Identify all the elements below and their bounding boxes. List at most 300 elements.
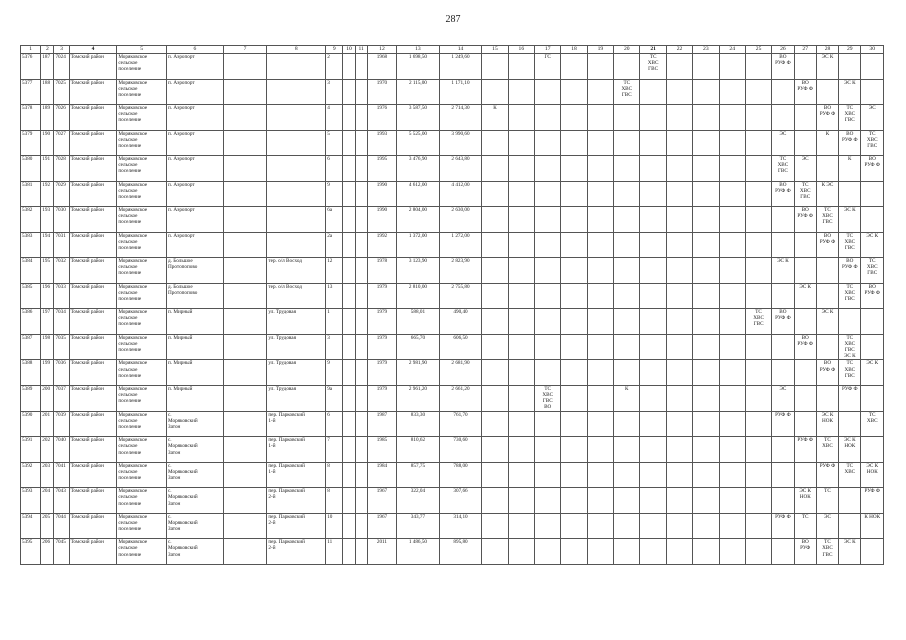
repair-term-cell-col22 (666, 539, 692, 565)
repair-term-cell-col16 (508, 462, 534, 488)
total-area-text: 833,30 (410, 411, 426, 418)
repair-works-text: ГС (544, 54, 551, 60)
index (41, 513, 54, 539)
locality-name (167, 513, 224, 539)
total-area-text: 2 804,00 (408, 207, 427, 213)
repair-term-cell-col17 (535, 385, 561, 411)
district-name-text: Томский район (70, 462, 104, 469)
col11-cell (355, 207, 367, 233)
column-number: 25 (745, 46, 771, 54)
repair-term-cell-col22 (666, 232, 692, 258)
repair-works-text: ЭС К (866, 360, 879, 367)
object-code-text: 7024 (55, 54, 66, 60)
column-number: 7 (223, 46, 267, 54)
col11-cell (355, 283, 367, 309)
district-name-text: Томский район (70, 513, 104, 520)
column-number: 10 (343, 46, 355, 54)
column-number: 29 (839, 46, 861, 54)
column-number: 23 (693, 46, 719, 54)
district-name (69, 156, 117, 182)
repair-term-cell-col30 (861, 258, 884, 284)
total-area-text: 3 587,50 (408, 105, 427, 111)
repair-term-cell-col28 (816, 130, 838, 156)
living-area (439, 232, 482, 258)
repair-works-text: РУФ Ф (864, 488, 880, 495)
table-row (21, 462, 884, 488)
construction-year-text: 1987 (376, 411, 388, 418)
repair-term-cell-col18 (561, 309, 587, 335)
object-code-text: 7028 (55, 156, 66, 162)
repair-term-cell-col22 (666, 309, 692, 335)
repair-term-cell-col20 (614, 79, 640, 105)
living-area (439, 437, 482, 463)
repair-term-cell-col24 (719, 105, 745, 131)
locality-name-text: с. Моряковский Затон (168, 513, 198, 533)
repair-term-cell-col16 (508, 54, 534, 80)
repair-works-text: ЭС К (821, 309, 834, 315)
repair-term-cell-col22 (666, 360, 692, 386)
object-code (54, 130, 69, 156)
repair-term-cell-col22 (666, 283, 692, 309)
object-code (54, 181, 69, 207)
repair-term-cell-col29 (839, 488, 861, 514)
index-text: 193 (42, 207, 51, 213)
repair-term-cell-col16 (508, 334, 534, 360)
repair-term-cell-col29 (839, 539, 861, 565)
house-number-text: 6а (327, 207, 333, 213)
repair-term-cell-col21 (640, 539, 666, 565)
repair-term-cell-col28 (816, 539, 838, 565)
repair-term-cell-col16 (508, 539, 534, 565)
street-name-text: тер. о/л Восход (268, 258, 302, 264)
repair-term-cell-col19 (587, 283, 613, 309)
repair-works-text: ТС ХВС ГВС (844, 232, 856, 251)
locality-name (167, 207, 224, 233)
repair-term-cell-col22 (666, 79, 692, 105)
repair-term-cell-col23 (693, 411, 719, 437)
locality-name-text: п. Аэропорт (168, 105, 195, 111)
repair-term-cell-col30 (861, 156, 884, 182)
living-area-text: 761,70 (453, 411, 468, 418)
repair-term-cell-col17 (535, 513, 561, 539)
street-name-text: пер. Парковский 1-й (268, 437, 305, 450)
locality-name-text: с. Моряковский Затон (168, 488, 198, 507)
settlement-name (117, 437, 167, 463)
locality-name (167, 437, 224, 463)
repair-term-cell-col26 (772, 360, 794, 386)
district-name-text: Томский район (70, 181, 104, 188)
index-text: 201 (42, 411, 51, 418)
repair-term-cell-col28 (816, 462, 838, 488)
locality-name-text: п. Аэропорт (168, 156, 195, 162)
house-number-text: 11 (327, 539, 333, 546)
repair-term-cell-col25 (745, 79, 771, 105)
repair-works-text: ТС ХВС ГВС (822, 207, 833, 226)
locality-name (167, 411, 224, 437)
repair-term-cell-col16 (508, 79, 534, 105)
column-number: 26 (772, 46, 794, 54)
row-number (21, 334, 41, 360)
repair-term-cell-col20 (614, 488, 640, 514)
total-area-text: 5 525,00 (408, 130, 427, 137)
repair-works-text: ЭС (868, 105, 876, 111)
col7-cell (223, 539, 267, 565)
table-row (21, 513, 884, 539)
repair-term-cell-col27 (794, 283, 816, 309)
table-row (21, 360, 884, 386)
living-area (439, 54, 482, 80)
repair-term-cell-col23 (693, 258, 719, 284)
repair-term-cell-col23 (693, 181, 719, 207)
house-number (326, 488, 343, 514)
table-row (21, 411, 884, 437)
repair-term-cell-col15 (482, 207, 508, 233)
repair-term-cell-col21 (640, 232, 666, 258)
index (41, 283, 54, 309)
repair-term-cell-col15 (482, 360, 508, 386)
living-area-text: 490,40 (453, 309, 468, 315)
living-area (439, 79, 482, 105)
repair-term-cell-col25 (745, 309, 771, 335)
row-number (21, 79, 41, 105)
col10-cell (343, 334, 355, 360)
repair-term-cell-col18 (561, 105, 587, 131)
settlement-name-text: Моряковское сельское поселение (118, 462, 148, 482)
repair-works-text: ЭС К (821, 54, 834, 60)
construction-year (367, 130, 396, 156)
column-number: 9 (326, 46, 343, 54)
repair-term-cell-col20 (614, 385, 640, 411)
total-area (397, 258, 440, 284)
repair-term-cell-col24 (719, 130, 745, 156)
table-row (21, 334, 884, 360)
house-number-text: 2а (327, 232, 333, 239)
total-area-text: 4 612,00 (408, 181, 427, 188)
col10-cell (343, 411, 355, 437)
object-code (54, 334, 69, 360)
index (41, 437, 54, 463)
living-area-text: 2 661,20 (451, 385, 470, 392)
settlement-name-text: Моряковское сельское поселение (118, 488, 148, 507)
index-text: 188 (42, 79, 51, 86)
repair-works-text: ВО РУФ Ф (797, 79, 813, 92)
repair-term-cell-col20 (614, 105, 640, 131)
repair-term-cell-col18 (561, 258, 587, 284)
index (41, 488, 54, 514)
repair-term-cell-col29 (839, 156, 861, 182)
construction-year-text: 2011 (376, 539, 388, 546)
living-area (439, 385, 482, 411)
repair-term-cell-col21 (640, 54, 666, 80)
col11-cell (355, 437, 367, 463)
repair-term-cell-col30 (861, 79, 884, 105)
total-area-text: 322,04 (410, 488, 426, 495)
repair-term-cell-col25 (745, 462, 771, 488)
district-name (69, 54, 117, 80)
repair-term-cell-col24 (719, 513, 745, 539)
repair-term-cell-col27 (794, 360, 816, 386)
repair-term-cell-col21 (640, 385, 666, 411)
repair-term-cell-col19 (587, 181, 613, 207)
index-text: 202 (42, 437, 51, 444)
column-number: 27 (794, 46, 816, 54)
construction-year-text: 1967 (376, 488, 388, 495)
repair-term-cell-col18 (561, 411, 587, 437)
house-number (326, 513, 343, 539)
construction-year-text: 1979 (376, 334, 388, 341)
col11-cell (355, 513, 367, 539)
settlement-name-text: Моряковское сельское поселение (118, 130, 148, 149)
repair-term-cell-col15 (482, 437, 508, 463)
repair-term-cell-col23 (693, 385, 719, 411)
total-area (397, 309, 440, 335)
house-number-text: 10 (327, 513, 333, 520)
repair-term-cell-col20 (614, 411, 640, 437)
construction-year (367, 309, 396, 335)
district-name-text: Томский район (70, 360, 104, 367)
repair-term-cell-col29 (839, 385, 861, 411)
index (41, 156, 54, 182)
total-area (397, 488, 440, 514)
repair-term-cell-col26 (772, 462, 794, 488)
repair-term-cell-col23 (693, 309, 719, 335)
column-number: 20 (614, 46, 640, 54)
repair-term-cell-col25 (745, 54, 771, 80)
total-area-text: 2 810,00 (408, 283, 427, 290)
index (41, 462, 54, 488)
street-name (267, 258, 326, 284)
locality-name-text: п. Мирный (168, 309, 193, 315)
object-code (54, 437, 69, 463)
street-name-text: пер. Парковский 2-й (268, 488, 305, 501)
street-name-text: ул. Трудовая (268, 385, 296, 392)
repair-term-cell-col20 (614, 258, 640, 284)
settlement-name-text: Моряковское сельское поселение (118, 156, 148, 175)
repair-term-cell-col19 (587, 207, 613, 233)
district-name-text: Томский район (70, 105, 104, 111)
locality-name-text: п. Аэропорт (168, 130, 195, 137)
repair-term-cell-col26 (772, 488, 794, 514)
col10-cell (343, 385, 355, 411)
repair-term-cell-col16 (508, 309, 534, 335)
repair-term-cell-col22 (666, 258, 692, 284)
district-name-text: Томский район (70, 54, 104, 60)
repair-term-cell-col18 (561, 283, 587, 309)
construction-year-text: 1993 (376, 130, 388, 137)
living-area-text: 2 755,80 (451, 283, 470, 290)
index-text: 195 (42, 258, 51, 264)
table-row (21, 79, 884, 105)
living-area (439, 462, 482, 488)
district-name (69, 513, 117, 539)
house-number-text: 5 (327, 130, 330, 137)
repair-term-cell-col17 (535, 181, 561, 207)
col7-cell (223, 385, 267, 411)
repair-term-cell-col15 (482, 54, 508, 80)
construction-year-text: 1985 (376, 437, 388, 444)
repair-term-cell-col18 (561, 488, 587, 514)
total-area-text: 810,62 (410, 437, 426, 444)
repair-term-cell-col26 (772, 283, 794, 309)
repair-term-cell-col30 (861, 539, 884, 565)
repair-term-cell-col30 (861, 360, 884, 386)
street-name (267, 283, 326, 309)
repair-term-cell-col17 (535, 437, 561, 463)
repair-works-text: ВО РУФ Ф (864, 283, 880, 296)
repair-term-cell-col27 (794, 54, 816, 80)
repair-term-cell-col23 (693, 156, 719, 182)
street-name (267, 334, 326, 360)
settlement-name-text: Моряковское сельское поселение (118, 309, 148, 328)
district-name (69, 437, 117, 463)
locality-name (167, 462, 224, 488)
repair-term-cell-col28 (816, 232, 838, 258)
repair-term-cell-col19 (587, 79, 613, 105)
row-number-text: 5392 (22, 462, 33, 469)
object-code (54, 156, 69, 182)
repair-term-cell-col21 (640, 437, 666, 463)
repair-term-cell-col26 (772, 54, 794, 80)
living-area (439, 513, 482, 539)
living-area-text: 606,50 (453, 334, 468, 341)
house-number-text: 2 (327, 54, 330, 60)
repair-term-cell-col20 (614, 309, 640, 335)
repair-term-cell-col18 (561, 437, 587, 463)
repair-term-cell-col15 (482, 411, 508, 437)
street-name (267, 462, 326, 488)
repair-term-cell-col28 (816, 283, 838, 309)
total-area (397, 462, 440, 488)
col10-cell (343, 258, 355, 284)
repair-term-cell-col28 (816, 79, 838, 105)
repair-term-cell-col29 (839, 258, 861, 284)
house-number-text: 3 (327, 79, 330, 86)
repair-term-cell-col29 (839, 411, 861, 437)
repair-term-cell-col19 (587, 488, 613, 514)
total-area-text: 1 372,00 (408, 232, 427, 239)
index (41, 130, 54, 156)
repair-term-cell-col21 (640, 334, 666, 360)
repair-works-text: ЭС К (843, 79, 856, 86)
repair-term-cell-col15 (482, 232, 508, 258)
locality-name-text: п. Аэропорт (168, 54, 195, 60)
repair-term-cell-col25 (745, 258, 771, 284)
total-area (397, 411, 440, 437)
house-number (326, 181, 343, 207)
repair-term-cell-col21 (640, 462, 666, 488)
col11-cell (355, 539, 367, 565)
repair-term-cell-col25 (745, 385, 771, 411)
repair-term-cell-col26 (772, 539, 794, 565)
repair-term-cell-col25 (745, 283, 771, 309)
repair-term-cell-col16 (508, 360, 534, 386)
settlement-name (117, 462, 167, 488)
repair-term-cell-col16 (508, 181, 534, 207)
object-code-text: 7041 (55, 462, 66, 469)
col11-cell (355, 258, 367, 284)
construction-year (367, 181, 396, 207)
object-code-text: 7040 (55, 437, 66, 444)
row-number (21, 437, 41, 463)
construction-year-text: 1970 (376, 79, 388, 86)
row-number (21, 309, 41, 335)
repair-term-cell-col29 (839, 334, 861, 360)
col11-cell (355, 79, 367, 105)
district-name (69, 334, 117, 360)
locality-name (167, 181, 224, 207)
living-area (439, 309, 482, 335)
repair-term-cell-col16 (508, 130, 534, 156)
settlement-name-text: Моряковское сельское поселение (118, 283, 148, 302)
repair-term-cell-col21 (640, 513, 666, 539)
object-code-text: 7034 (55, 309, 66, 315)
total-area (397, 156, 440, 182)
repair-term-cell-col23 (693, 360, 719, 386)
object-code-text: 7033 (55, 283, 66, 290)
index-text: 197 (42, 309, 51, 315)
object-code-text: 7032 (55, 258, 66, 264)
table-row (21, 207, 884, 233)
repair-term-cell-col24 (719, 181, 745, 207)
index-text: 198 (42, 334, 51, 341)
object-code-text: 7035 (55, 334, 66, 341)
locality-name (167, 232, 224, 258)
district-name-text: Томский район (70, 385, 104, 392)
settlement-name-text: Моряковское сельское поселение (118, 513, 148, 533)
repair-term-cell-col16 (508, 207, 534, 233)
repair-term-cell-col20 (614, 156, 640, 182)
col11-cell (355, 360, 367, 386)
repair-term-cell-col23 (693, 105, 719, 131)
living-area-text: 1 272,00 (451, 232, 470, 239)
repair-term-cell-col17 (535, 105, 561, 131)
repair-works-text: ВО РУФ Ф (797, 207, 813, 220)
repair-term-cell-col29 (839, 462, 861, 488)
repair-term-cell-col24 (719, 309, 745, 335)
repair-term-cell-col26 (772, 207, 794, 233)
row-number (21, 411, 41, 437)
repair-term-cell-col27 (794, 309, 816, 335)
column-number: 21 (640, 46, 666, 54)
column-number: 15 (482, 46, 508, 54)
repair-term-cell-col24 (719, 385, 745, 411)
construction-year-text: 1992 (376, 232, 388, 239)
index (41, 79, 54, 105)
repair-term-cell-col25 (745, 539, 771, 565)
repair-term-cell-col27 (794, 334, 816, 360)
row-number-text: 5389 (22, 385, 33, 392)
row-number-text: 5377 (22, 79, 33, 86)
house-number-text: 9 (327, 181, 330, 188)
construction-year-text: 1984 (376, 462, 388, 469)
repair-term-cell-col28 (816, 207, 838, 233)
settlement-name-text: Моряковское сельское поселение (118, 105, 148, 124)
repair-works-text: К ЭС (821, 181, 834, 188)
table-row (21, 232, 884, 258)
repair-works-text: ТС ХВС ГВС (866, 130, 878, 149)
index (41, 334, 54, 360)
district-name-text: Томский район (70, 309, 104, 315)
index (41, 411, 54, 437)
house-number (326, 156, 343, 182)
repair-term-cell-col19 (587, 258, 613, 284)
repair-term-cell-col28 (816, 437, 838, 463)
row-number-text: 5388 (22, 360, 33, 367)
repair-term-cell-col20 (614, 232, 640, 258)
locality-name (167, 54, 224, 80)
object-code-text: 7026 (55, 105, 66, 111)
repair-term-cell-col19 (587, 411, 613, 437)
